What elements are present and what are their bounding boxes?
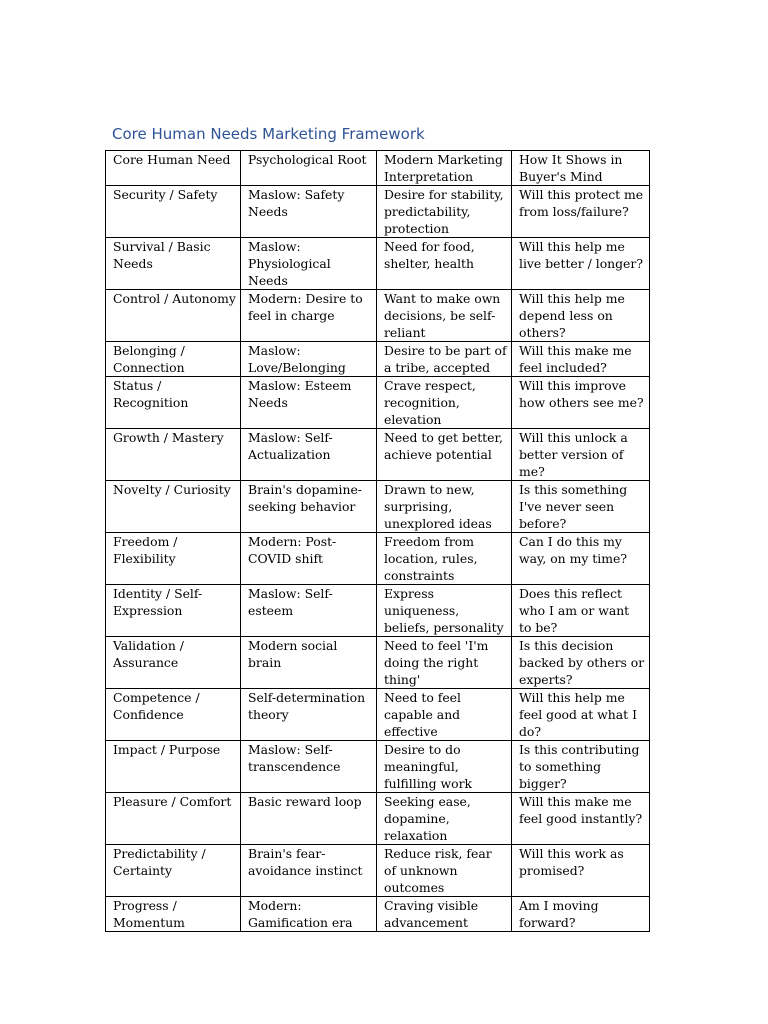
table-cell: Is this contributing to something bigger? — [512, 741, 650, 793]
table-cell: Predictability / Certainty — [106, 845, 241, 897]
table-cell: Status / Recognition — [106, 377, 241, 429]
table-cell: Drawn to new, surprising, unexplored ideas — [377, 481, 512, 533]
table-cell: Pleasure / Comfort — [106, 793, 241, 845]
table-row — [106, 481, 650, 533]
table-cell: Basic reward loop — [241, 793, 377, 845]
table-cell: Can I do this my way, on my time? — [512, 533, 650, 585]
table-cell: Control / Autonomy — [106, 290, 241, 342]
table-cell: Modern: Post-COVID shift — [241, 533, 377, 585]
table-row — [106, 793, 650, 845]
table-cell: Desire to be part of a tribe, accepted — [377, 342, 512, 377]
table-cell: Novelty / Curiosity — [106, 481, 241, 533]
table-cell: Will this help me feel good at what I do? — [512, 689, 650, 741]
table-cell: Survival / Basic Needs — [106, 238, 241, 290]
table-cell: Crave respect, recognition, elevation — [377, 377, 512, 429]
table-cell: Maslow: Self-transcendence — [241, 741, 377, 793]
table-cell: Desire to do meaningful, fulfilling work — [377, 741, 512, 793]
table-cell: Am I moving forward? — [512, 897, 650, 932]
table-row — [106, 342, 650, 377]
table-cell: Maslow: Self-esteem — [241, 585, 377, 637]
table-cell: Progress / Momentum — [106, 897, 241, 932]
table-cell: Reduce risk, fear of unknown outcomes — [377, 845, 512, 897]
table-cell: Will this help me depend less on others? — [512, 290, 650, 342]
needs-framework-table — [105, 150, 650, 932]
table-cell: Brain's dopamine-seeking behavior — [241, 481, 377, 533]
table-cell: Need to get better, achieve potential — [377, 429, 512, 481]
table-row — [106, 377, 650, 429]
table-row — [106, 585, 650, 637]
table-row — [106, 290, 650, 342]
table-cell: Maslow: Physiological Needs — [241, 238, 377, 290]
table-cell: Brain's fear-avoidance instinct — [241, 845, 377, 897]
table-cell: Security / Safety — [106, 186, 241, 238]
table-cell: Express uniqueness, beliefs, personality — [377, 585, 512, 637]
table-cell: Does this reflect who I am or want to be? — [512, 585, 650, 637]
table-row — [106, 689, 650, 741]
table-cell: Seeking ease, dopamine, relaxation — [377, 793, 512, 845]
document-title: Core Human Needs Marketing Framework — [112, 125, 425, 143]
table-cell: Will this make me feel included? — [512, 342, 650, 377]
header-cell: Core Human Need — [106, 151, 241, 186]
table-cell: Maslow: Love/Belonging — [241, 342, 377, 377]
table-cell: Will this protect me from loss/failure? — [512, 186, 650, 238]
table-row — [106, 897, 650, 932]
table-row — [106, 741, 650, 793]
table-row — [106, 845, 650, 897]
table-cell: Modern: Desire to feel in charge — [241, 290, 377, 342]
table-cell: Maslow: Self-Actualization — [241, 429, 377, 481]
header-cell: Modern Marketing Interpretation — [377, 151, 512, 186]
table-cell: Modern social brain — [241, 637, 377, 689]
table-cell: Belonging / Connection — [106, 342, 241, 377]
table-cell: Will this make me feel good instantly? — [512, 793, 650, 845]
table-row — [106, 429, 650, 481]
table-cell: Will this improve how others see me? — [512, 377, 650, 429]
table-cell: Validation / Assurance — [106, 637, 241, 689]
table-cell: Is this decision backed by others or experts? — [512, 637, 650, 689]
table-cell: Desire for stability, predictability, protection — [377, 186, 512, 238]
header-cell: How It Shows in Buyer's Mind — [512, 151, 650, 186]
table-cell: Competence / Confidence — [106, 689, 241, 741]
table-row — [106, 533, 650, 585]
table-cell: Need to feel capable and effective — [377, 689, 512, 741]
table-cell: Craving visible advancement — [377, 897, 512, 932]
table-cell: Want to make own decisions, be self-reliant — [377, 290, 512, 342]
table-cell: Maslow: Safety Needs — [241, 186, 377, 238]
table-cell: Growth / Mastery — [106, 429, 241, 481]
table-row — [106, 238, 650, 290]
table-cell: Will this help me live better / longer? — [512, 238, 650, 290]
table-cell: Freedom / Flexibility — [106, 533, 241, 585]
table-cell: Need to feel 'I'm doing the right thing' — [377, 637, 512, 689]
table-cell: Identity / Self-Expression — [106, 585, 241, 637]
table-cell: Freedom from location, rules, constraints — [377, 533, 512, 585]
table-cell: Self-determination theory — [241, 689, 377, 741]
table-header-row — [106, 151, 650, 186]
table-row — [106, 637, 650, 689]
table-cell: Will this work as promised? — [512, 845, 650, 897]
table-cell: Maslow: Esteem Needs — [241, 377, 377, 429]
table-cell: Need for food, shelter, health — [377, 238, 512, 290]
table-cell: Is this something I've never seen before? — [512, 481, 650, 533]
table-row — [106, 186, 650, 238]
table-cell: Will this unlock a better version of me? — [512, 429, 650, 481]
table-cell: Impact / Purpose — [106, 741, 241, 793]
table-cell: Modern: Gamification era — [241, 897, 377, 932]
header-cell: Psychological Root — [241, 151, 377, 186]
